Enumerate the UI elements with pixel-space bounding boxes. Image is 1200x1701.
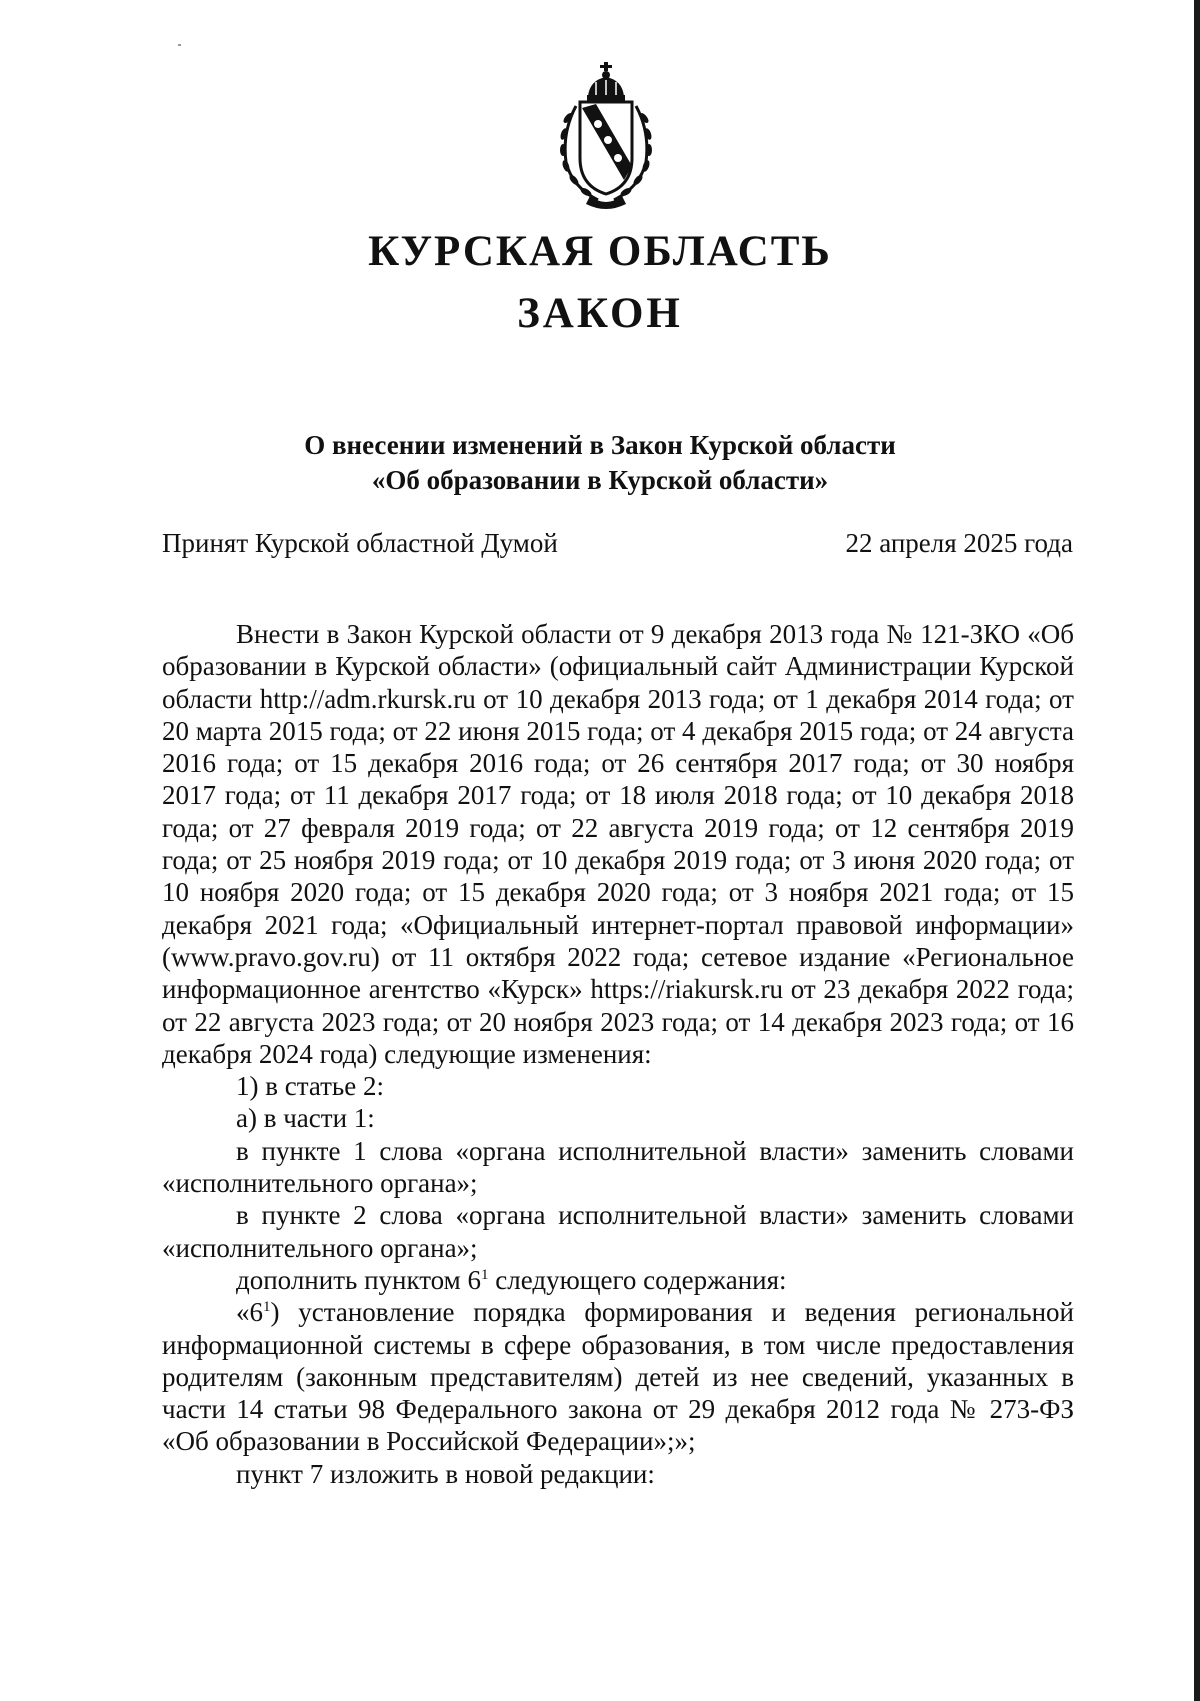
law-body [162, 618, 1074, 1490]
intro-paragraph: Внести в Закон Курской области от 9 декабря 2013 года № 121-ЗКО «Об образовании в Курской области» (официальный сайт Администрации Курской области http://adm.rkursk.ru от 10 декабря 2013 года; от 1 декабря 2014 года; от 20 марта 2015 года; от 22 июня 2015 года; от 4 декабря 2015 года; от 24 августа 2016 года; от 15 декабря 2016 года; от 26 сентября 2017 года; от 30 ноября 2017 года; от 11 декабря 2017 года; от 18 июля 2018 года; от 10 декабря 2018 года; от 27 февраля 2019 года; от 22 августа 2019 года; от 12 сентября 2019 года; от 25 ноября 2019 года; от 10 декабря 2019 года; от 3 июня 2020 года; от 10 ноября 2020 года; от 15 декабря 2020 года; от 3 ноября 2021 года; от 15 декабря 2021 года; «Официальный интернет-портал правовой информации» (www.pravo.gov.ru) от 11 октября 2022 года; сетевое издание «Региональное информационное агентство «Курск» https://riakursk.ru от 23 декабря 2022 года; от 22 августа 2023 года; от 20 ноября 2023 года; от 14 декабря 2023 года; от 16 декабря 2024 года) следующие изменения: [162, 619, 1074, 1069]
law-title [0, 428, 1200, 498]
item-1: 1) в статье 2: [236, 1071, 384, 1102]
quote-text: ) установление порядка формирования и ведения региональной информационной системы в сфере образования, в том числе предоставления родителям (законным представителям) детей из нее сведений, указанных в части 14 статьи 98 Федерального закона от 29 декабря 2012 года № 273-ФЗ «Об образовании в Российской Федерации»;»; [162, 1297, 1074, 1457]
quote-open: «6 [236, 1297, 263, 1328]
paragraph-add-point [162, 1264, 1074, 1296]
paragraph-point-7: пункт 7 изложить в новой редакции: [236, 1458, 655, 1489]
paragraph-point-1: в пункте 1 слова «органа исполнительной власти» заменить словами «исполнительного органа»; [162, 1135, 1074, 1199]
region-title: КУРСКАЯ ОБЛАСТЬ [368, 228, 832, 275]
add-point-text-end: следующего содержания: [488, 1264, 787, 1295]
add-point-text: дополнить пунктом 6 [236, 1264, 481, 1295]
item-1a: а) в части 1: [236, 1103, 375, 1134]
quoted-point-6-1 [162, 1296, 1074, 1457]
document-type: ЗАКОН [517, 290, 683, 337]
add-point-superscript: 1 [481, 1266, 489, 1283]
law-title-line-1: О внесении изменений в Закон Курской области [304, 430, 896, 460]
kursk-coat-of-arms-icon [554, 62, 658, 210]
law-title-line-2: «Об образовании в Курской области» [371, 465, 829, 495]
adopted-by: Принят Курской областной Думой [162, 528, 558, 558]
quote-superscript: 1 [263, 1299, 271, 1316]
paragraph-point-2: в пункте 2 слова «органа исполнительной власти» заменить словами «исполнительного органа»; [162, 1200, 1074, 1263]
scan-speck [178, 44, 181, 46]
adoption-date: 22 апреля 2025 года [845, 528, 1073, 558]
